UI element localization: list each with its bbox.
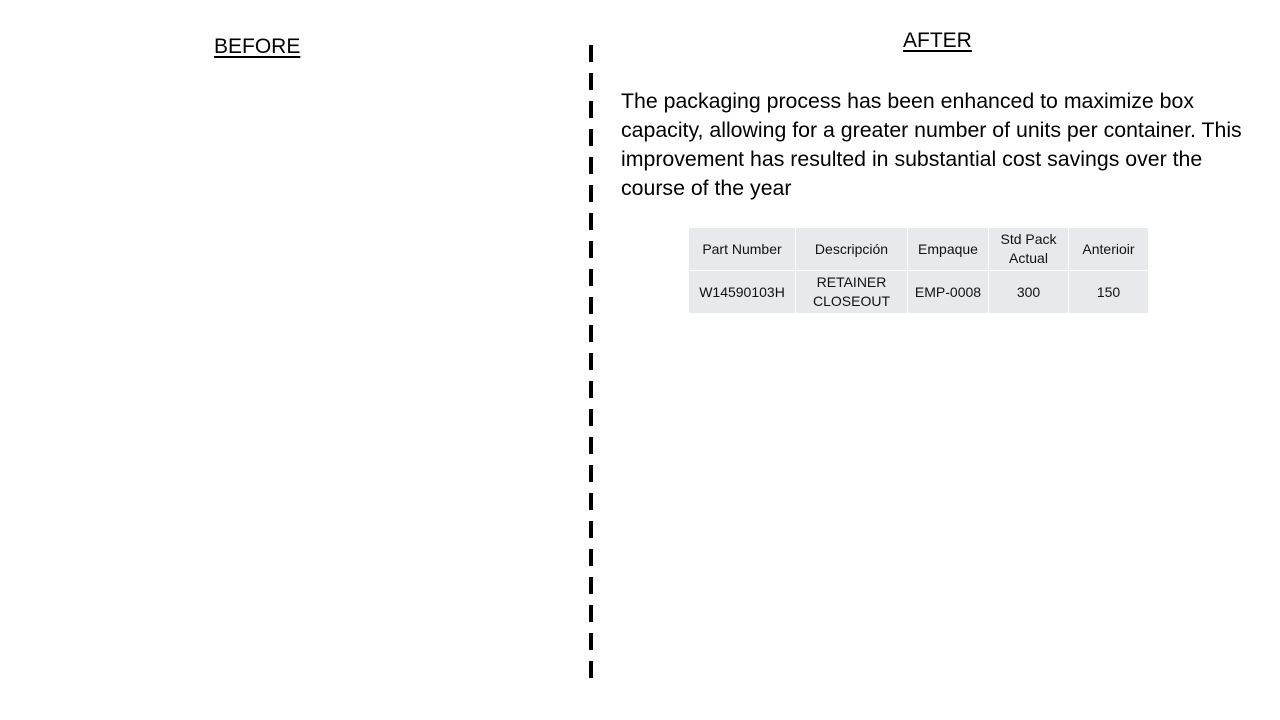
packaging-table [688,227,1149,314]
after-heading: AFTER [903,29,972,52]
before-heading: BEFORE [214,35,301,58]
cell-anterioir: 150 [1069,271,1149,314]
dashed-divider [589,45,593,678]
cell-empaque: EMP-0008 [908,271,989,314]
header-std-pack-actual: Std Pack Actual [989,228,1069,271]
cell-std-pack-actual: 300 [989,271,1069,314]
table-row [689,271,1149,314]
table-header-row [689,228,1149,271]
header-empaque: Empaque [908,228,989,271]
header-descripcion: Descripción [796,228,908,271]
header-anterioir: Anterioir [1069,228,1149,271]
header-part-number: Part Number [689,228,796,271]
cell-part-number: W14590103H [689,271,796,314]
cell-descripcion: RETAINER CLOSEOUT [796,271,908,314]
after-description: The packaging process has been enhanced to maximize box capacity, allowing for a greater number of units per container. This improvement has resulted in substantial cost savings over the course of the year [621,89,1242,200]
